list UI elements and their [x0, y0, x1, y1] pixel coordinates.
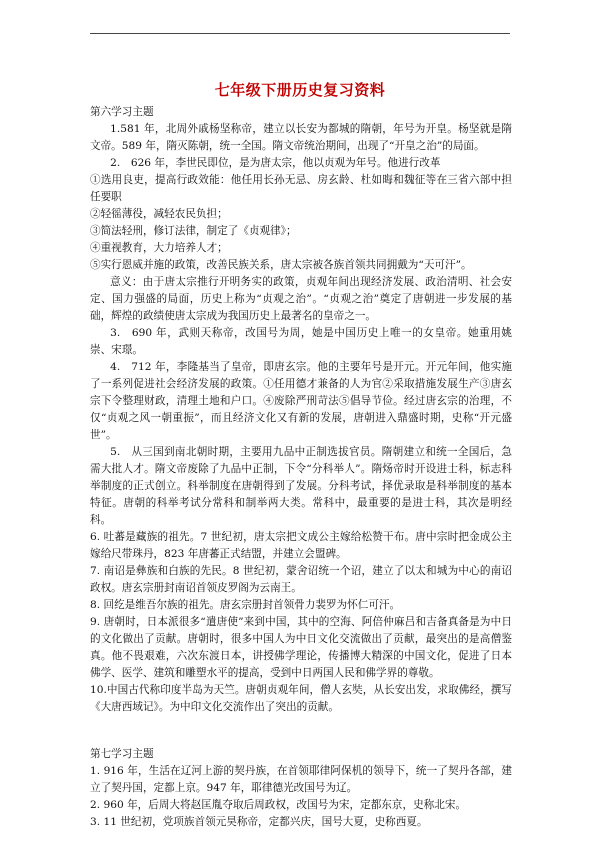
paragraph: 2. 960 年，后周大将赵匡胤夺取后周政权，改国号为宋，定都东京，史称北宋。 [90, 799, 467, 811]
section-heading-6: 第六学习主题 [90, 106, 154, 118]
section-heading-7: 第七学习主题 [90, 748, 154, 760]
paragraph: 2. 626 年，李世民即位，是为唐太宗，他以贞观为年号。他进行改革 [110, 157, 441, 169]
paragraph: 9. 唐朝时，日本派很多“遣唐使”来到中国，其中的空海、阿倍仲麻吕和吉备真备是为中日的文化做出了贡献。唐朝时，很多中国人为中日文化交流做出了贡献，最突出的是高僧鉴真。他不畏艰难，六次东渡日本，讲授佛学理论，传播博大精深的中国文化，促进了日本佛学、医学、建筑和雕塑水平的提高，受到中日两国人民和佛学界的尊敬。 [90, 616, 512, 679]
paragraph: 3. 690 年，武则天称帝，改国号为周，她是中国历史上唯一的女皇帝。她重用姚崇、宋璟。 [90, 327, 512, 356]
paragraph: 6. 吐蕃是藏族的祖先。7 世纪初，唐太宗把文成公主嫁给松赞干布。唐中宗时把金成公主嫁给尺带珠丹，823 年唐蕃正式结盟，并建立会盟碑。 [90, 531, 512, 560]
paragraph: ①选用良吏，提高行政效能：他任用长孙无忌、房玄龄、杜如晦和魏征等在三省六部中担任要职 [90, 174, 512, 203]
paragraph: 意义：由于唐太宗推行开明务实的政策，贞观年间出现经济发展、政治清明、社会安定、国力强盛的局面，历史上称为“贞观之治”。“贞观之治”奠定了唐朝进一步发展的基础，辉煌的政绩使唐太宗成为我国历史上最著名的皇帝之一。 [90, 276, 512, 322]
paragraph: ②轻徭薄役，减轻农民负担； [90, 208, 228, 220]
paragraph: 5. 从三国到南北朝时期，主要用九品中正制选拔官员。隋朝建立和统一全国后，急需大批人才。隋文帝废除了九品中正制，下令“分科举人”。隋炀帝时开设进士科，标志科举制度的正式创立。科举制度在唐朝得到了发展。分科考试，择优录取是科举制度的基本特征。唐朝的科举考试分常科和制举两大类。常科中，最重要的是进士科，其次是明经科。 [90, 446, 512, 526]
paragraph: 7. 南诏是彝族和白族的先民。8 世纪初，蒙舍诏统一个诏，建立了以太和城为中心的南诏政权。唐玄宗册封南诏首领皮罗阁为云南王。 [90, 565, 512, 594]
paragraph: 10.中国古代称印度半岛为天竺。唐朝贞观年间，僧人玄奘，从长安出发，求取佛经，撰写《大唐西域记》。为中印文化交流作出了突出的贡献。 [90, 684, 512, 713]
document-title: 七年级下册历史复习资料 [214, 81, 386, 99]
section-7-body [90, 763, 512, 831]
paragraph: 1. 916 年，生活在辽河上游的契丹族，在首领耶律阿保机的领导下，统一了契丹各部，建立了契丹国，定都上京。947 年，耶律德光改国号为辽。 [90, 765, 512, 794]
paragraph: 3. 11 世纪初，党项族首领元昊称帝，定都兴庆，国号大夏，史称西夏。 [90, 816, 428, 828]
document-body [90, 104, 512, 831]
paragraph: 8. 回纥是维吾尔族的祖先。唐玄宗册封首领骨力裴罗为怀仁可汗。 [90, 599, 401, 611]
paragraph: ③简法轻刑，修订法律，制定了《贞观律》； [90, 225, 297, 237]
paragraph: 4. 712 年，李隆基当了皇帝，即唐玄宗。他的主要年号是开元。开元年间，他实施了一系列促进社会经济发展的政策。①任用德才兼备的人为官②采取措施发展生产③唐玄宗下令整理财政，清理土地和户口。④废除严刑苛法⑤倡导节俭。经过唐玄宗的治理，不仅“贞观之风一朝重振”，而且经济文化又有新的发展，唐朝进入鼎盛时期，史称“开元盛世”。 [90, 361, 512, 441]
paragraph: 1.581 年，北周外戚杨坚称帝，建立以长安为都城的隋朝，年号为开皇。杨坚就是隋文帝。589 年，隋灭陈朝，统一全国。隋文帝统治期间，出现了“开皇之治”的局面。 [90, 123, 512, 152]
header-rule [90, 33, 510, 34]
paragraph: ⑤实行恩威并施的政策，改善民族关系，唐太宗被各族首领共同拥戴为“天可汗”。 [90, 259, 472, 271]
paragraph: ④重视教育，大力培养人才； [90, 242, 228, 254]
section-6-body [90, 121, 512, 716]
